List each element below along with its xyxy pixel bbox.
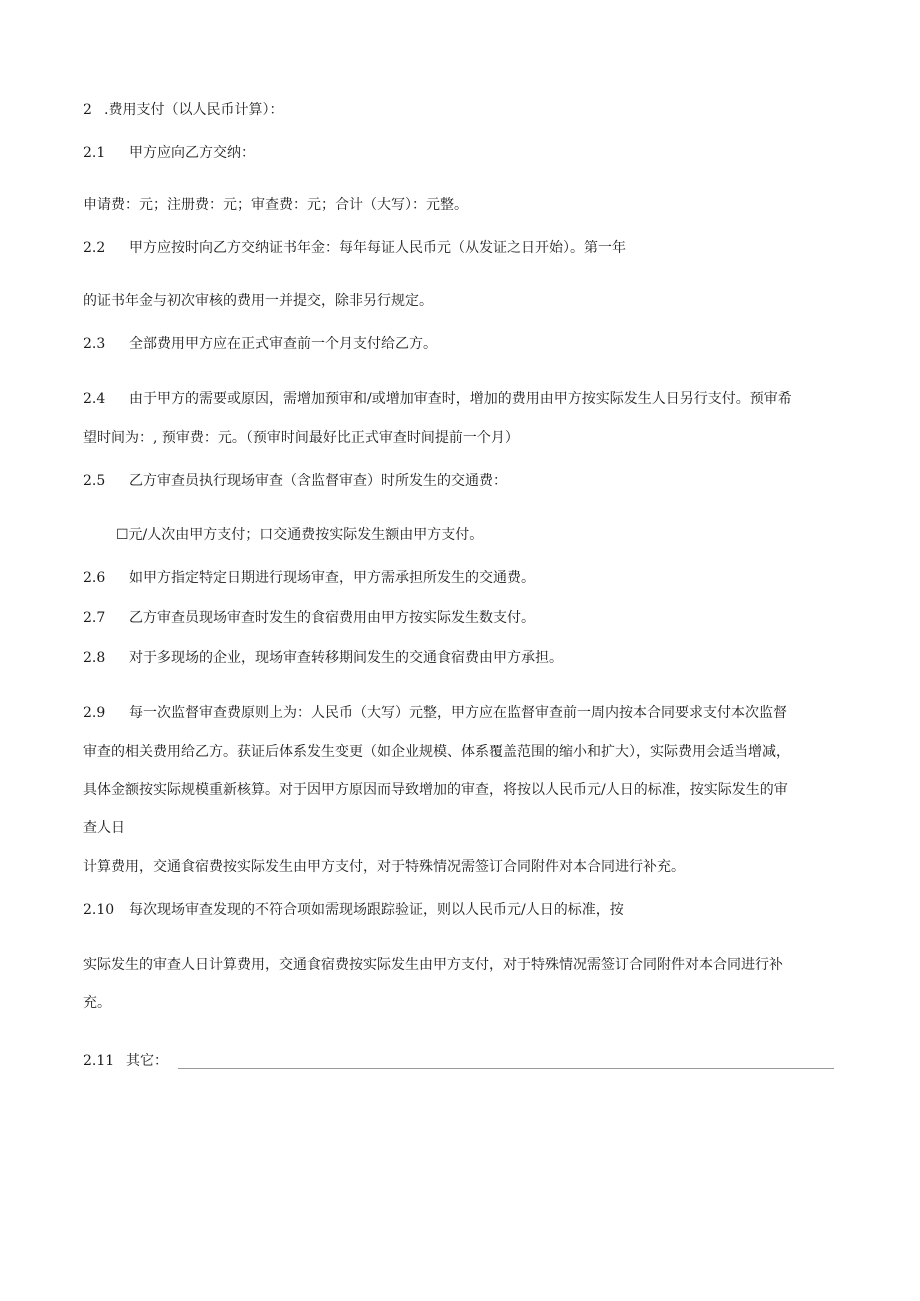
clause-2-10-text: 每次现场审查发现的不符合项如需现场跟踪验证，则以人民币元/人日的标准，按: [129, 902, 624, 918]
clause-2-2-text: 甲方应按时向乙方交纳证书年金：每年每证人民币元（从发证之日开始）。第一年: [129, 240, 626, 256]
clause-2-8-text: 对于多现场的企业，现场审查转移期间发生的交通食宿费由甲方承担。: [129, 650, 563, 666]
clause-2-4-continuation: 望时间为：, 预审费：元。（预审时间最好比正式审查时间提前一个月）: [83, 430, 519, 446]
clause-2-9-continuation-2: 具体金额按实际规模重新核算。对于因甲方原因而导致增加的审查，将按以人民币元/人日的标准，按实际发生的审: [83, 782, 788, 798]
clause-2-1-number: 2.1: [83, 145, 106, 161]
clause-2-4-number: 2.4: [83, 391, 106, 407]
clause-2-11-number: 2.11: [83, 1053, 115, 1069]
clause-2-1-text: 甲方应向乙方交纳：: [129, 145, 255, 161]
clause-2-9-continuation-1: 审查的相关费用给乙方。获证后体系发生变更（如企业规模、体系覆盖范围的缩小和扩大），实际费用会适当增减，: [83, 744, 790, 760]
section-heading-number: 2: [83, 102, 92, 118]
clause-2-2-continuation: 的证书年金与初次审核的费用一并提交，除非另行规定。: [83, 293, 433, 309]
section-heading-title: .费用支付（以人民币计算）：: [104, 102, 284, 118]
clause-2-9-continuation-3: 查人日: [83, 820, 125, 836]
clause-2-10-number: 2.10: [83, 902, 115, 918]
clause-2-9-continuation-4: 计算费用，交通食宿费按实际发生由甲方支付，对于特殊情况需签订合同附件对本合同进行补充。: [83, 859, 685, 875]
fees-line: 申请费：元；注册费：元；审查费：元；合计（大写）：元整。: [83, 197, 468, 213]
clause-2-10-continuation-2: 充。: [83, 995, 111, 1011]
clause-2-5-number: 2.5: [83, 473, 106, 489]
clause-2-6-number: 2.6: [83, 570, 106, 586]
clause-2-2-number: 2.2: [83, 240, 106, 256]
clause-2-6-text: 如甲方指定特定日期进行现场审查，甲方需承担所发生的交通费。: [129, 570, 535, 586]
clause-2-11-text: 其它：: [126, 1053, 168, 1069]
clause-2-9-text: 每一次监督审查费原则上为：人民币（大写）元整，甲方应在监督审查前一周内按本合同要求支付本次监督: [129, 705, 787, 721]
clause-2-4-text: 由于甲方的需要或原因，需增加预审和/或增加审查时，增加的费用由甲方按实际发生人日另行支付。预审希: [129, 391, 792, 407]
clause-2-5-text: 乙方审查员执行现场审查（含监督审查）时所发生的交通费：: [129, 473, 507, 489]
clause-2-7-number: 2.7: [83, 610, 106, 626]
clause-2-11-fill-in-line: [178, 1068, 834, 1069]
clause-2-9-number: 2.9: [83, 705, 106, 721]
clause-2-10-continuation-1: 实际发生的审查人日计算费用，交通食宿费按实际发生由甲方支付，对于特殊情况需签订合同附件对本合同进行补: [83, 957, 783, 973]
clause-2-3-text: 全部费用甲方应在正式审查前一个月支付给乙方。: [129, 336, 437, 352]
clause-2-3-number: 2.3: [83, 336, 106, 352]
clause-2-5-options: ☐元/人次由甲方支付；口交通费按实际发生额由甲方支付。: [116, 527, 484, 543]
clause-2-7-text: 乙方审查员现场审查时发生的食宿费用由甲方按实际发生数支付。: [129, 610, 535, 626]
clause-2-8-number: 2.8: [83, 650, 106, 666]
